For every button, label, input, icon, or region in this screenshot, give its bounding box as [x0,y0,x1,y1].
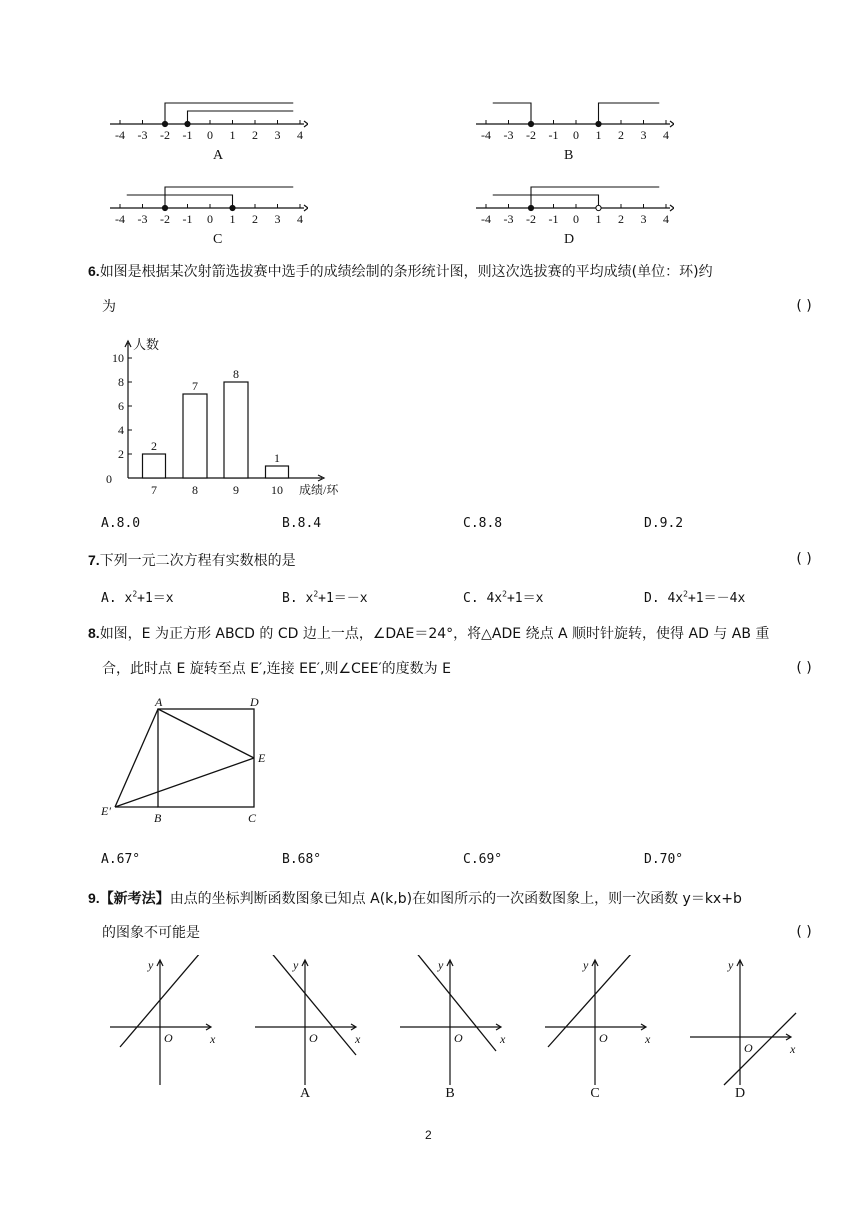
q7-option-d[interactable]: D. $4x^2+1=-4x$ [644,589,746,606]
origin-label: O [454,1031,463,1045]
numberline-b [474,96,674,166]
tick-label: -2 [160,212,170,226]
y-axis-label: y [438,958,444,972]
y-axis-label: y [293,958,299,972]
q9-line2: 的图象不可能是 [102,925,200,941]
tick-label: 4 [663,212,669,226]
tick-label: 0 [573,212,579,226]
bar-value-label: 1 [274,451,280,465]
origin-label: O [599,1031,608,1045]
q9-tag: 【新考法】 [99,891,170,907]
label-e: E [258,751,266,765]
q8-option-a[interactable]: A.67° [101,852,141,867]
y-axis-title: 人数 [133,337,160,352]
tick-label: -2 [526,128,536,142]
y-tick-label: 2 [118,447,124,461]
segment-ee1 [115,758,254,807]
tick-label: 3 [274,128,281,142]
tick-label: 3 [640,128,647,142]
tick-label: 0 [207,128,213,142]
linear-graph [255,955,361,1101]
q6-option-c[interactable]: C.8.8 [463,516,503,531]
x-tick-label: 10 [271,483,283,495]
y-tick-label: 8 [118,375,124,389]
q9-line1 [88,889,742,908]
q6-option-b[interactable]: B.8.4 [282,516,322,531]
tick-label: 0 [573,128,579,142]
x-axis-title: 成绩/环 [299,483,339,495]
tick-label: -4 [481,212,491,226]
q9-text: 由点的坐标判断函数图象已知点 A(k,b)在如图所示的一次函数图象上，则一次函数 y＝kx+b [169,891,742,907]
tick-label: 1 [595,128,602,142]
closed-point [162,205,167,210]
numberline-c-label: C [213,232,223,247]
graph-option-label: B [445,1086,455,1101]
y-axis-label: y [148,958,154,972]
solution-ray [493,103,531,124]
bar-value-label: 7 [192,379,198,393]
axis-arrow [670,205,674,211]
bar-value-label: 8 [233,367,239,381]
solution-ray [165,103,293,124]
closed-point [528,121,533,126]
q6-line1 [88,262,713,281]
function-line [402,955,496,1051]
label-e-prime: E′ [101,804,111,818]
q7-number: 7. [88,552,100,568]
function-line [724,1013,796,1085]
numberline-d-label: D [564,232,575,247]
tick-label: 1 [229,128,236,142]
q8-line2: 合，此时点 E 旋转至点 E′,连接 EE′,则∠CEE′的度数为 E [102,661,451,677]
y-axis-label: y [583,958,589,972]
tick-label: -1 [548,128,559,142]
closed-point [185,121,190,126]
numberline-a [108,96,308,166]
q6-line2: 为 [102,299,116,315]
bar [224,382,248,478]
x-axis-label: x [210,1032,216,1046]
q8-line1 [88,624,769,643]
y-tick-label: 0 [106,472,112,486]
square-abcd [158,709,254,807]
tick-label: -4 [115,128,125,142]
q6-number: 6. [88,263,100,279]
q8-answer-paren[interactable]: ( ) [796,660,812,676]
segment-ae [158,709,254,758]
bar-value-label: 2 [151,439,157,453]
square-figure [95,695,285,830]
numberline-c [108,180,308,250]
x-tick-label: 9 [233,483,239,495]
x-tick-label: 7 [151,483,157,495]
tick-label: -2 [526,212,536,226]
closed-point [596,121,601,126]
tick-label: 1 [595,212,602,226]
x-axis-label: x [500,1032,506,1046]
q8-option-b[interactable]: B.68° [282,852,322,867]
linear-graph [545,955,651,1101]
function-line [548,955,648,1047]
q6-text: 如图是根据某次射箭选拔赛中选手的成绩绘制的条形统计图，则这次选拔赛的平均成绩(单位：环)约 [99,264,713,280]
q7-option-a[interactable]: A. $x^2+1=x$ [101,589,174,606]
numberline-b-label: B [564,148,574,163]
tick-label: -1 [182,212,193,226]
bar [183,394,207,478]
closed-point [230,205,235,210]
closed-point [162,121,167,126]
solution-ray [531,187,659,208]
graph-option-label: A [299,1086,311,1101]
tick-label: 2 [252,128,258,142]
y-tick-label: 6 [118,399,124,413]
origin-label: O [309,1031,318,1045]
q9-number: 9. [88,890,100,906]
q6-answer-paren[interactable]: ( ) [796,298,812,314]
tick-label: -1 [182,128,193,142]
origin-label: O [164,1031,173,1045]
label-c: C [248,811,257,825]
label-b: B [154,811,162,825]
q7-line1 [88,551,296,570]
tick-label: 2 [618,128,624,142]
tick-label: -3 [503,128,514,142]
q8-option-c[interactable]: C.69° [463,852,503,867]
label-d: D [250,695,259,709]
x-tick-label: 8 [192,483,198,495]
q7-answer-paren[interactable]: ( ) [796,551,812,567]
axis-arrow [670,121,674,127]
tick-label: -3 [503,212,514,226]
q8-text: 如图，E 为正方形 ABCD 的 CD 边上一点，∠DAE＝24°，将△ADE 绕点 A 顺时针旋转，使得 AD 与 AB 重 [99,626,770,642]
tick-label: 2 [618,212,624,226]
bar-chart [100,335,370,495]
tick-label: 2 [252,212,258,226]
linear-graph [690,958,796,1101]
tick-label: 0 [207,212,213,226]
x-axis-label: x [790,1042,796,1056]
q6-option-d[interactable]: D.9.2 [644,516,684,531]
q8-number: 8. [88,625,100,641]
y-axis-label: y [728,958,734,972]
bar [266,466,289,478]
y-tick-label: 10 [112,351,124,365]
tick-label: 4 [297,128,303,142]
solution-ray [599,103,660,124]
tick-label: 4 [297,212,303,226]
tick-label: -3 [137,128,148,142]
function-line [260,955,356,1055]
tick-label: -4 [481,128,491,142]
q7-text: 下列一元二次方程有实数根的是 [99,553,296,569]
label-a: A [155,695,163,709]
q9-answer-paren[interactable]: ( ) [796,924,812,940]
linear-graph [110,955,216,1085]
bar [143,454,166,478]
linear-graph [400,955,506,1101]
graph-option-label: C [590,1086,600,1101]
closed-point [528,205,533,210]
function-graphs [100,955,810,1105]
graph-option-label: D [734,1086,746,1101]
tick-label: 4 [663,128,669,142]
q7-option-c[interactable]: C. $4x^2+1=x$ [463,589,544,606]
solution-ray [165,187,293,208]
tick-label: -4 [115,212,125,226]
x-axis-label: x [645,1032,651,1046]
tick-label: -1 [548,212,559,226]
tick-label: -3 [137,212,148,226]
numberline-a-label: A [213,148,224,163]
y-tick-label: 4 [118,423,124,437]
axis-arrow [304,205,308,211]
page-number: 2 [425,1128,432,1142]
q8-option-d[interactable]: D.70° [644,852,684,867]
q7-option-b[interactable]: B. $x^2+1=-x$ [282,589,368,606]
q6-option-a[interactable]: A.8.0 [101,516,141,531]
open-point [596,205,601,210]
axis-arrow [304,121,308,127]
tick-label: 1 [229,212,236,226]
segment-ae1 [115,709,158,807]
origin-label: O [744,1041,753,1055]
tick-label: 3 [274,212,281,226]
tick-label: -2 [160,128,170,142]
tick-label: 3 [640,212,647,226]
x-axis-label: x [355,1032,361,1046]
